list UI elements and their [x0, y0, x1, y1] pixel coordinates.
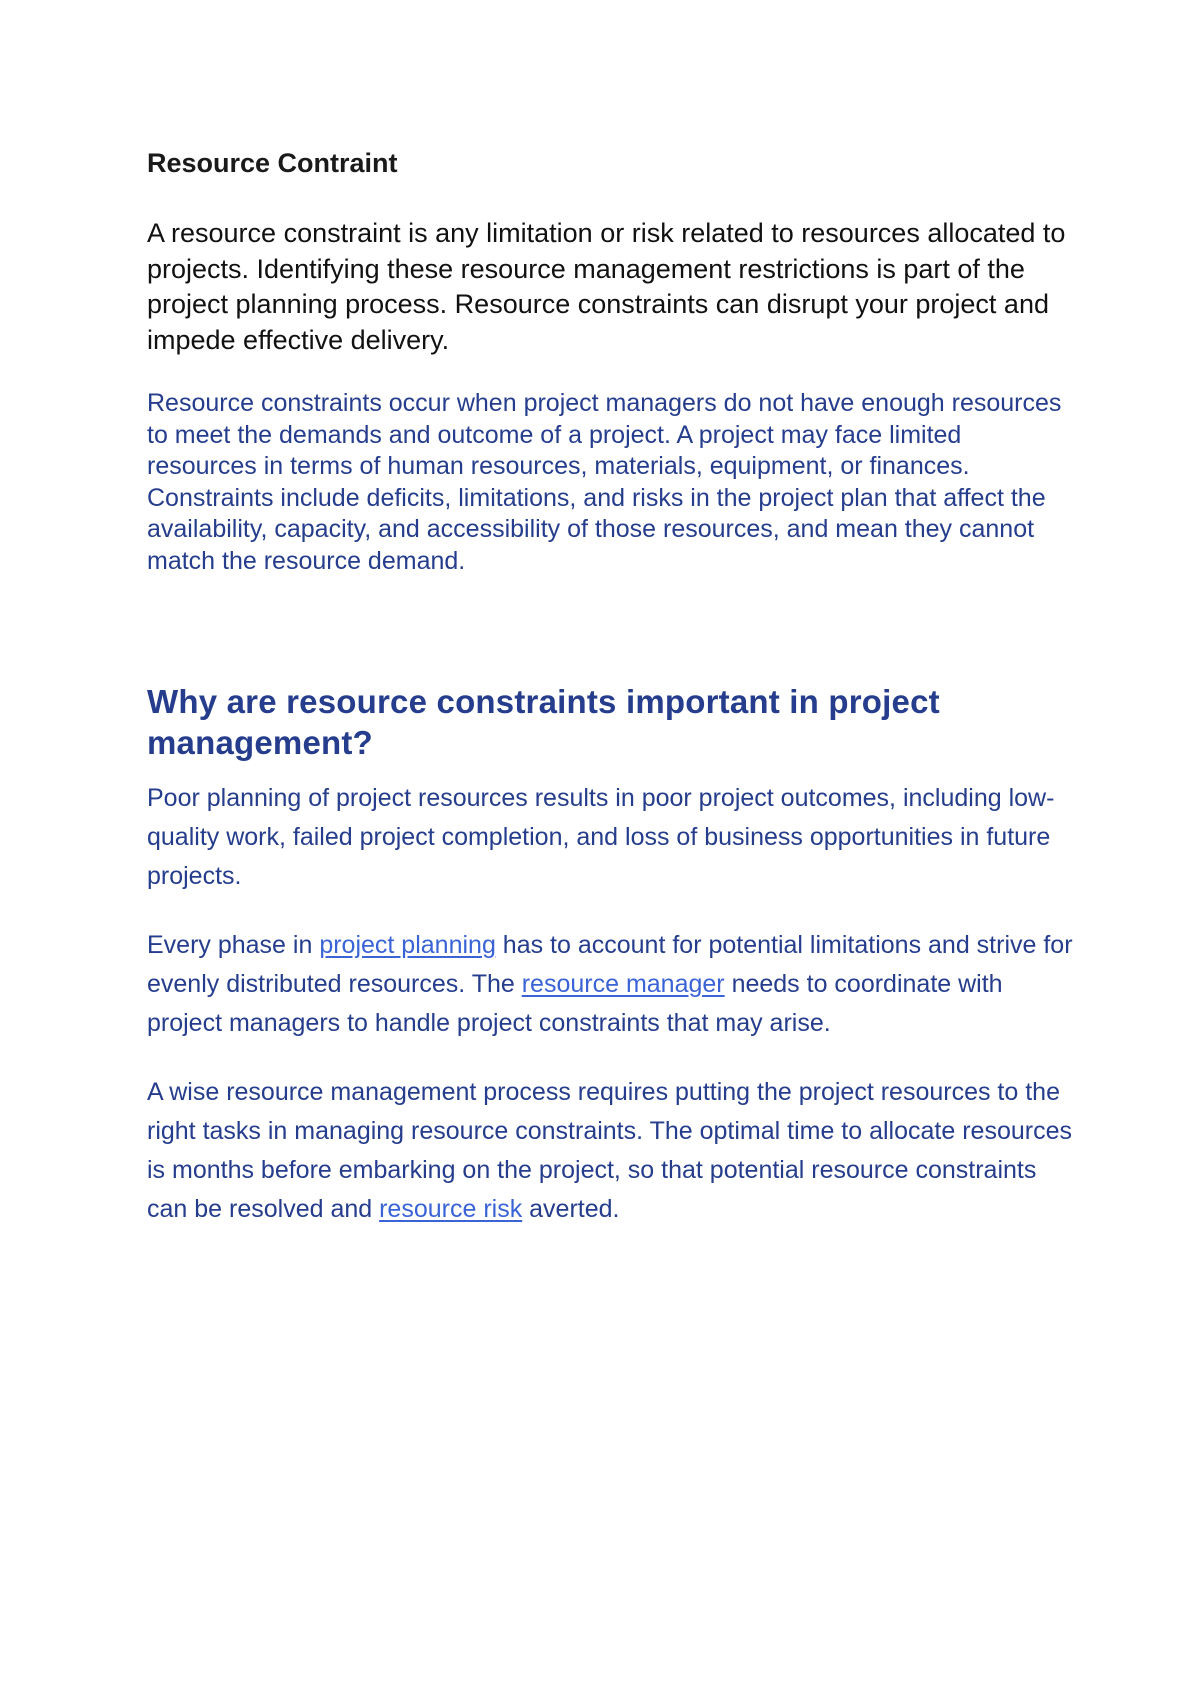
section-paragraph-2 — [147, 926, 1077, 1043]
paragraph-text: Every phase in — [147, 931, 320, 959]
definition-paragraph: Resource constraints occur when project managers do not have enough resources to meet the demands and outcome of a project. A project may face limited resources in terms of human resources, materials, equipment, or finances. Constraints include deficits, limitations, and risks in the project plan that affect the availability, capacity, and accessibility of those resources, and mean they cannot match the resource demand. — [147, 389, 1062, 575]
resource-risk-link[interactable]: resource risk — [379, 1195, 523, 1223]
section-heading: Why are resource constraints important in project management? — [147, 683, 940, 761]
section-paragraph-3 — [147, 1073, 1077, 1229]
paragraph-text: has to account for potential limitations and strive for evenly distributed resources. The — [147, 931, 1073, 998]
project-planning-link[interactable]: project planning — [319, 931, 496, 959]
paragraph-text: needs to coordinate with project managers to handle project constraints that may arise. — [147, 970, 1003, 1037]
paragraph-text: averted. — [522, 1195, 620, 1223]
paragraph-text: A wise resource management process requires putting the project resources to the right tasks in managing resource constraints. The optimal time to allocate resources is months before embarking on the project, so that potential resource constraints can be resolved and — [147, 1078, 1072, 1223]
document-title: Resource Contraint — [147, 148, 398, 178]
section-paragraph-1: Poor planning of project resources results in poor project outcomes, including low-quality work, failed project completion, and loss of business opportunities in future projects. — [147, 784, 1055, 890]
resource-manager-link[interactable]: resource manager — [521, 970, 725, 998]
document-content — [147, 146, 1077, 1229]
intro-paragraph: A resource constraint is any limitation or risk related to resources allocated to projects. Identifying these resource management restrictions is part of the project planning process. Resource constraints can disrupt your project and impede effective delivery. — [147, 218, 1066, 355]
